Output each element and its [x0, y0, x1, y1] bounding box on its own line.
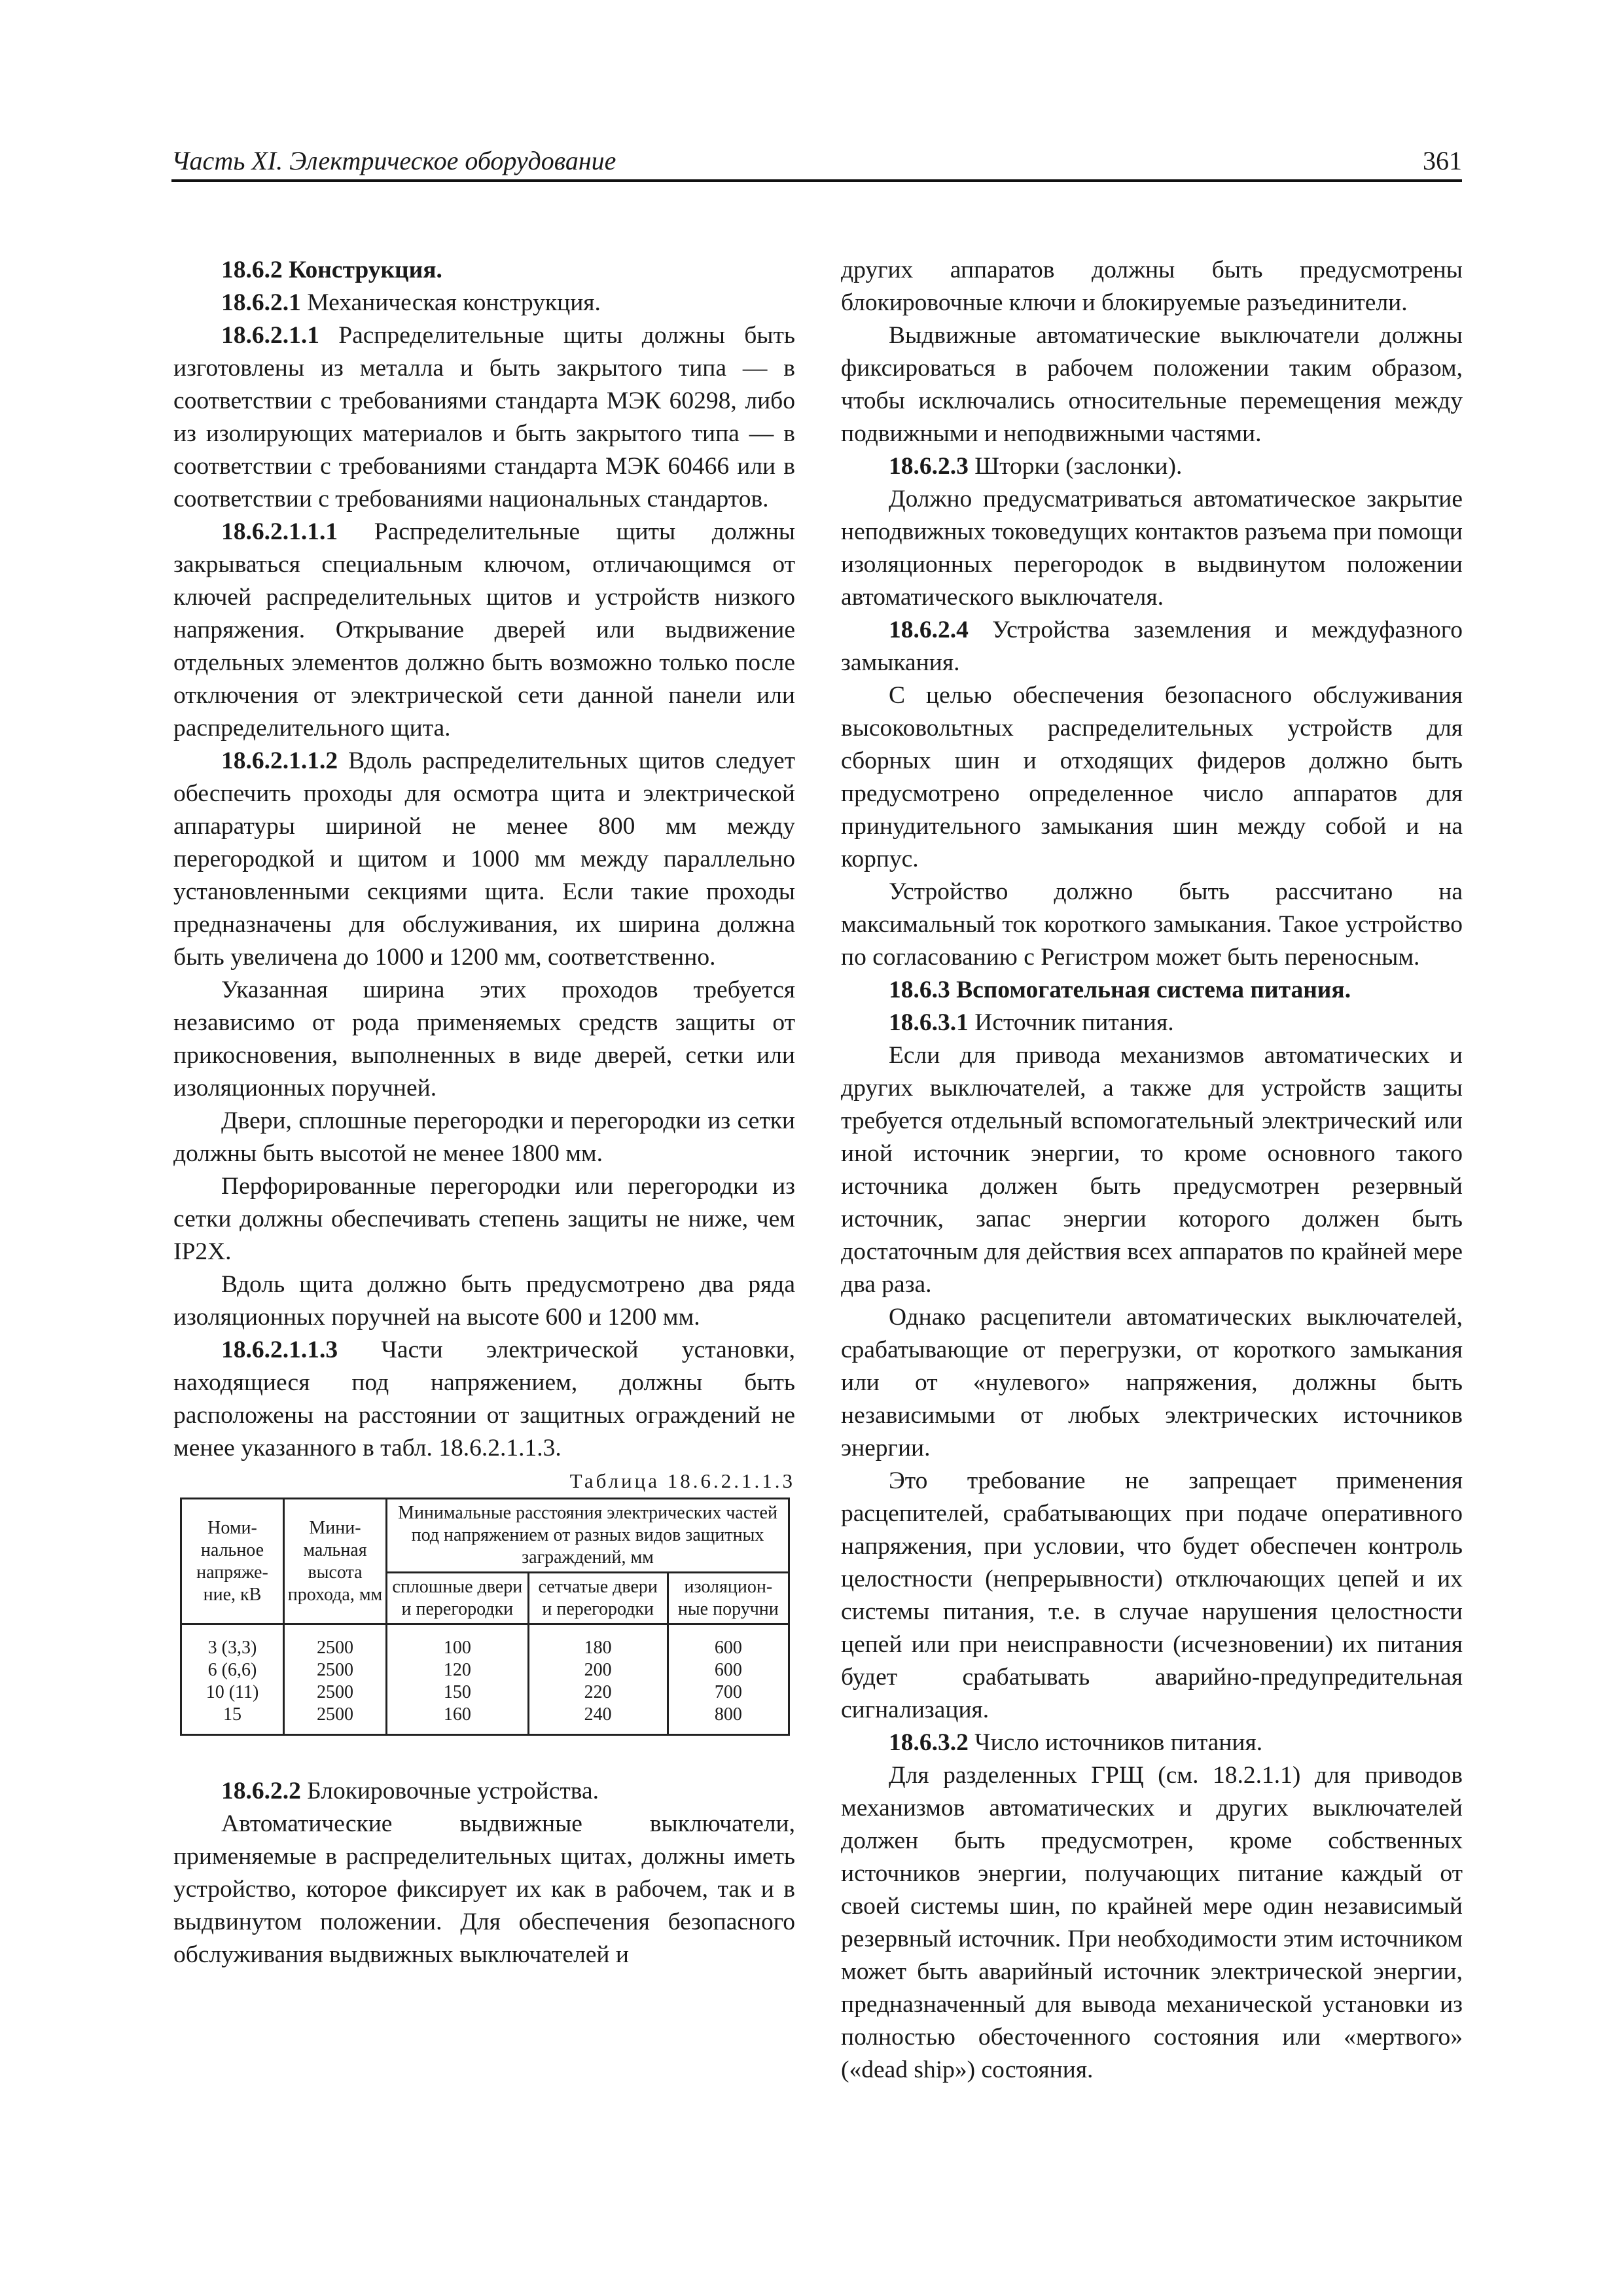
section-heading-18-6-2: 18.6.2 Конструкция. — [221, 257, 442, 283]
header-mesh: сетчатые двери и перегородки — [528, 1573, 668, 1624]
paragraph-breakers: Автоматические выдвижные выключатели, применяемые в распределительных щитах, должны иметь устройство, которое фиксирует их как в рабочем, так и в выдвинутом положении. Для обеспечения безопасного обслуживания выдвижных выключателей и — [173, 1810, 795, 1968]
cell-height: 2500 — [284, 1624, 387, 1660]
cell-solid: 160 — [387, 1704, 529, 1735]
paragraph-number: Для разделенных ГРЩ (см. 18.2.1.1) для приводов механизмов автоматических и других выключателей должен быть предусмотрен, кроме собственных источников энергии, получающих питание каждый от своей системы шин, по крайней мере один независимый резервный источник. При необходимости этим источником может быть аварийный источник электрической энергии, предназначенный для вывода механической установки из полностью обесточенного состояния или «мертвого» («dead ship») состояния. — [841, 1762, 1463, 2083]
paragraph-rails: Вдоль щита должно быть предусмотрено два ряда изоляционных поручней на высоте 600 и 1200 мм. — [173, 1271, 795, 1331]
section-18-6-2-1: 18.6.2.1 Механическая конструкция. — [221, 289, 601, 316]
cell-voltage: 3 (3,3) — [181, 1624, 284, 1660]
cell-rails: 600 — [668, 1624, 789, 1660]
cell-solid: 100 — [387, 1624, 529, 1660]
cell-mesh: 220 — [528, 1681, 668, 1704]
header-solid: сплошные двери и перегородки — [387, 1573, 529, 1624]
table-row — [181, 1681, 789, 1704]
section-18-6-2-4: 18.6.2.4 Устройства заземления и междуфазного замыкания. — [841, 617, 1463, 676]
cell-rails: 800 — [668, 1704, 789, 1735]
section-18-6-2-3: 18.6.2.3 Шторки (заслонки). — [889, 453, 1183, 480]
paragraph-releases: Однако расцепители автоматических выключателей, срабатывающие от перегрузки, от короткого замыкания или от «нулевого» напряжения, должны быть независимыми от любых электрических источников энергии. — [841, 1304, 1463, 1462]
section-18-6-3-2: 18.6.3.2 Число источников питания. — [889, 1729, 1263, 1756]
paragraph-doors: Двери, сплошные перегородки и перегородки из сетки должны быть высотой не менее 1800 мм. — [173, 1107, 795, 1167]
table-row — [181, 1659, 789, 1681]
table-row — [181, 1624, 789, 1660]
cell-voltage: 15 — [181, 1704, 284, 1735]
header-voltage: Номи-нальное напряже-ние, кВ — [181, 1499, 284, 1624]
section-18-6-2-1-1-1: 18.6.2.1.1.1 Распределительные щиты должны закрываться специальным ключом, отличающимся от ключей распределительных щитов и устройств низкого напряжения. Открывание дверей или выдвижение отдельных элементов должно быть возможно только после отключения от электрической сети данной панели или распределительного щита. — [173, 518, 795, 742]
table-row — [181, 1704, 789, 1735]
page-header — [171, 145, 1462, 182]
paragraph-device: Устройство должно быть рассчитано на максимальный ток короткого замыкания. Такое устройство по согласованию с Регистром может быть переносным. — [841, 878, 1463, 971]
paragraph-shutters: Должно предусматриваться автоматическое закрытие неподвижных токоведущих контактов разъема при помощи изоляционных перегородок в выдвинутом положении автоматического выключателя. — [841, 486, 1463, 611]
distances-table — [180, 1498, 790, 1736]
right-column — [841, 254, 1463, 2087]
section-18-6-3-1: 18.6.3.1 Источник питания. — [889, 1009, 1174, 1036]
cell-solid: 150 — [387, 1681, 529, 1704]
cell-mesh: 240 — [528, 1704, 668, 1735]
section-18-6-2-1-1-3: 18.6.2.1.1.3 Части электрической установки, находящиеся под напряжением, должны быть расположены на расстоянии от защитных ограждений не менее указанного в табл. 18.6.2.1.1.3. — [173, 1336, 795, 1462]
left-column — [173, 254, 795, 1971]
cell-height: 2500 — [284, 1681, 387, 1704]
cell-rails: 600 — [668, 1659, 789, 1681]
paragraph-continued: других аппаратов должны быть предусмотрены блокировочные ключи и блокируемые разъединители. — [841, 257, 1463, 316]
cell-mesh: 180 — [528, 1624, 668, 1660]
paragraph-source: Если для привода механизмов автоматических и других выключателей, а также для устройств защиты требуется отдельный вспомогательный электрический или иной источник энергии, то кроме основного такого источника должен быть предусмотрен резервный источник, запас энергии которого должен быть достаточным для действия всех аппаратов по крайней мере два раза. — [841, 1042, 1463, 1298]
cell-height: 2500 — [284, 1704, 387, 1735]
section-heading-18-6-3: 18.6.3 Вспомогательная система питания. — [889, 977, 1351, 1003]
cell-mesh: 200 — [528, 1659, 668, 1681]
section-18-6-2-2: 18.6.2.2 Блокировочные устройства. — [221, 1778, 599, 1804]
paragraph-perforated: Перфорированные перегородки или перегородки из сетки должны обеспечивать степень защиты не ниже, чем IP2X. — [173, 1173, 795, 1265]
running-title: Часть XI. Электрическое оборудование — [171, 146, 616, 175]
paragraph-fixing: Выдвижные автоматические выключатели должны фиксироваться в рабочем положении таким образом, чтобы исключались относительные перемещения между подвижными и неподвижными частями. — [841, 322, 1463, 447]
section-18-6-2-1-1-2: 18.6.2.1.1.2 Вдоль распределительных щитов следует обеспечить проходы для осмотра щита и электрической аппаратуры шириной не менее 800 мм между перегородкой и щитом и 1000 мм между параллельно установленными секциями щита. Если такие проходы предназначены для обслуживания, их ширина должна быть увеличена до 1000 и 1200 мм, соответственно. — [173, 747, 795, 971]
header-distances-group: Минимальные расстояния электрических частей под напряжением от разных видов защитных заграждений, мм — [387, 1499, 789, 1573]
cell-rails: 700 — [668, 1681, 789, 1704]
table-caption: Таблица 18.6.2.1.1.3 — [569, 1469, 795, 1492]
cell-height: 2500 — [284, 1659, 387, 1681]
paragraph-width: Указанная ширина этих проходов требуется независимо от рода применяемых средств защиты от прикосновения, выполненных в виде дверей, сетки или изоляционных поручней. — [173, 977, 795, 1102]
section-18-6-2-1-1: 18.6.2.1.1 Распределительные щиты должны быть изготовлены из металла и быть закрытого типа — в соответствии с требованиями стандарта МЭК 60298, либо из изолирующих материалов и быть закрытого типа — в соответствии с требованиями стандарта МЭК 60466 или в соответствии с требованиями национальных стандартов. — [173, 322, 795, 512]
cell-voltage: 6 (6,6) — [181, 1659, 284, 1681]
header-rails: изоляцион-ные поручни — [668, 1573, 789, 1624]
page-number: 361 — [1423, 146, 1462, 175]
paragraph-earthing: С целью обеспечения безопасного обслуживания высоковольтных распределительных устройств для сборных шин и отходящих фидеров должно быть предусмотрено определенное число аппаратов для принудительного замыкания шин между собой и на корпус. — [841, 682, 1463, 872]
header-height: Мини-мальная высота прохода, мм — [284, 1499, 387, 1624]
cell-voltage: 10 (11) — [181, 1681, 284, 1704]
cell-solid: 120 — [387, 1659, 529, 1681]
paragraph-requirement: Это требование не запрещает применения расцепителей, срабатывающих при подаче оперативного напряжения, при условии, что будет обеспечен контроль целостности (непрерывности) отключающих цепей и их системы питания, т.е. в случае нарушения целостности цепей или при неисправности (исчезновении) их питания будет срабатывать аварийно-предупредительная сигнализация. — [841, 1467, 1463, 1723]
